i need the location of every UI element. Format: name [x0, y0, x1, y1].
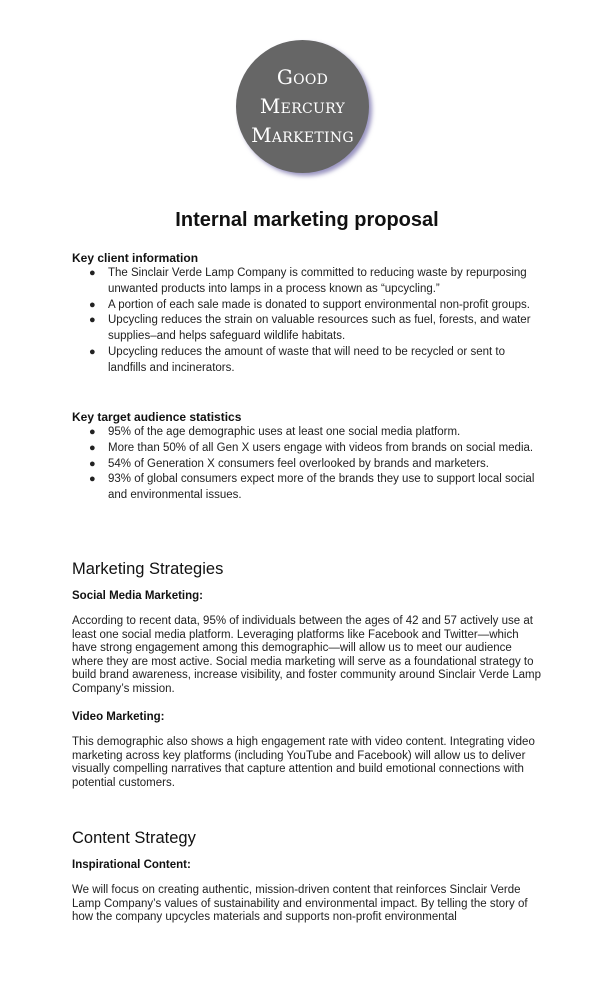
logo-line-1: Good — [276, 65, 329, 89]
video-marketing-paragraph: This demographic also shows a high engagement rate with video content. Integrating video marketing across key platforms (including YouTube and Facebook) will allow us to deliver visually compelling narratives that capture attention and build emotional connections with potential customers. — [72, 736, 535, 789]
social-media-heading: Social Media Marketing: — [72, 590, 204, 602]
logo-line-2: Mercury — [259, 94, 346, 118]
logo-line-3: Marketing — [251, 123, 354, 147]
audience-stats-heading: Key target audience statistics — [72, 410, 242, 424]
inspirational-content-paragraph: We will focus on creating authentic, mission-driven content that reinforces Sinclair Verde Lamp Company’s values of sustainability and environmental impact. By telling the story of how the company upcycles materials and supports non-profit environmental — [72, 884, 528, 924]
client-info-section — [72, 250, 542, 377]
list-item: ● The Sinclair Verde Lamp Company is committed to reducing waste by repurposing unwanted products into lamps in a process known as “upcycling.” — [89, 267, 527, 295]
list-item: ● 95% of the age demographic uses at least one social media platform. — [89, 426, 461, 438]
audience-stats-section — [72, 409, 542, 504]
page-title: Internal marketing proposal — [175, 209, 439, 231]
company-logo — [236, 40, 369, 173]
client-info-list — [72, 266, 542, 377]
content-strategy-heading: Content Strategy — [72, 829, 196, 847]
list-item: ● Upcycling reduces the amount of waste that will need to be recycled or sent to landfills and incinerators. — [89, 345, 505, 374]
list-item: ● 54% of Generation X consumers feel overlooked by brands and marketers. — [89, 457, 489, 470]
inspirational-content-heading: Inspirational Content: — [72, 859, 191, 871]
client-info-heading: Key client information — [72, 251, 199, 265]
social-media-paragraph: According to recent data, 95% of individuals between the ages of 42 and 57 actively use at least one social media platform. Leveraging platforms like Facebook and Twitter—which have strong engagement among this demographic—will allow us to meet our audience where they are most active. Social media marketing will serve as a foundational strategy to build brand awareness, increase visibility, and foster community around Sinclair Verde Lamp Company’s mission. — [72, 615, 541, 695]
video-marketing-heading: Video Marketing: — [72, 711, 165, 723]
list-item: ● A portion of each sale made is donated to support environmental non-profit groups. — [89, 298, 530, 311]
marketing-strategies-heading: Marketing Strategies — [72, 560, 224, 578]
list-item: ● Upcycling reduces the strain on valuable resources such as fuel, forests, and water supplies–and helps safeguard wildlife habitats. — [89, 314, 531, 343]
list-item: ● More than 50% of all Gen X users engage with videos from brands on social media. — [89, 441, 534, 454]
audience-stats-list — [72, 425, 542, 504]
list-item: ● 93% of global consumers expect more of the brands they use to support local social and environmental issues. — [89, 473, 535, 502]
